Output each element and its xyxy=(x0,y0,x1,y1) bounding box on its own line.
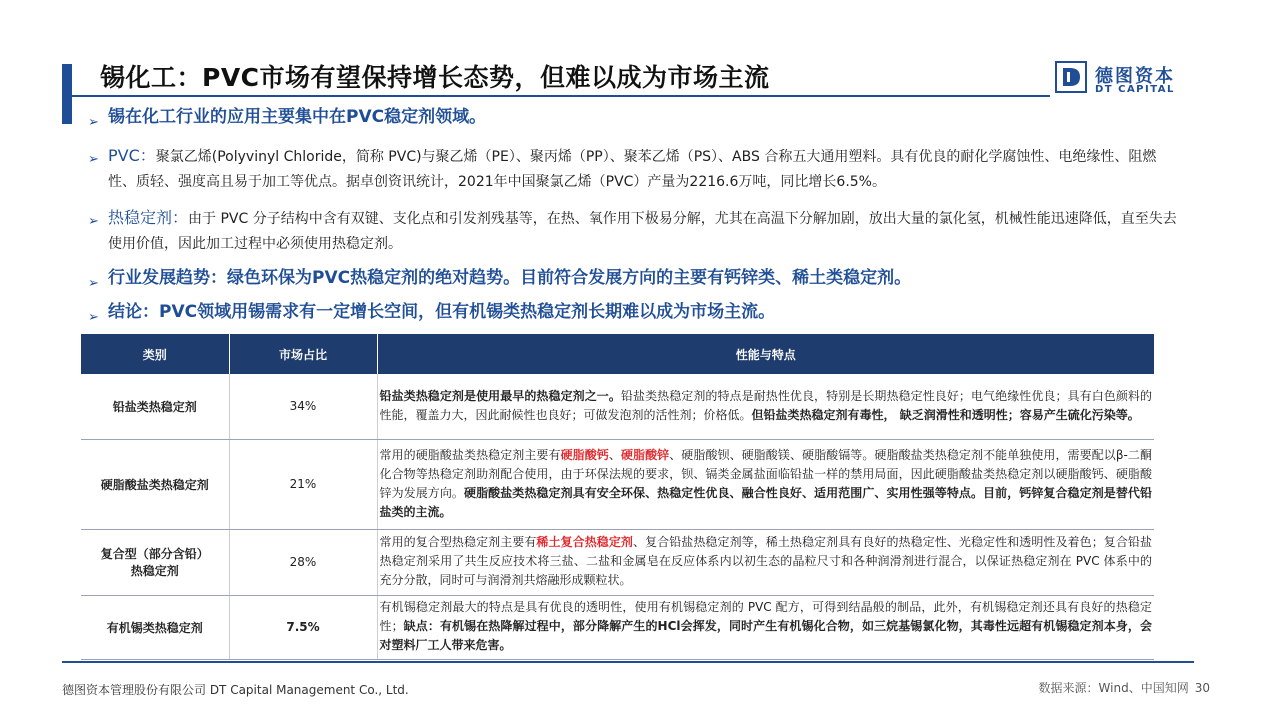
bullet-text: 由于 PVC 分子结构中含有双键、支化点和引发剂残基等，在热、氧作用下极易分解，尤其在高温下分解加剧，放出大量的氯化氢，机械性能迅速降低，直至失去使用价值，因此加工过程中必须使用热稳定剂。 xyxy=(108,211,1177,252)
arrow-bullet-icon: ➢ xyxy=(88,276,99,291)
row-share: 7.5% xyxy=(229,595,377,659)
data-source: 数据来源：Wind、中国知网 xyxy=(1038,681,1189,695)
header-features: 性能与特点 xyxy=(377,334,1154,374)
bullet-heat-stabilizer xyxy=(88,205,1178,257)
bullet-text: 结论：PVC领域用锡需求有一定增长空间，但有机锡类热稳定剂长期难以成为市场主流。 xyxy=(108,302,776,322)
highlight-text: 硬脂酸钙 xyxy=(560,447,609,462)
arrow-bullet-icon: ➢ xyxy=(88,115,99,130)
row-category: 有机锡类热稳定剂 xyxy=(81,595,229,659)
dt-logo-icon xyxy=(1055,61,1087,93)
row-share: 34% xyxy=(229,374,377,439)
title-accent-bar xyxy=(62,64,72,124)
header-category: 类别 xyxy=(81,334,229,374)
bullet-conclusion xyxy=(88,299,1178,325)
row-description: 常用的复合型热稳定剂主要有稀土复合热稳定剂、复合铅盐热稳定剂等，稀土热稳定剂具有良好的热稳定性、光稳定性和透明性及着色；复合铅盐热稳定剂采用了共生反应技术将三盐、二盐和金属皂在反应体系内以初生态的晶粒尺寸和各种润滑剂进行混合，以保证热稳定剂在 PVC 体系中的充分分散，同时可与润滑剂共熔融形成颗粒状。 xyxy=(377,529,1154,595)
logo-text-cn: 德图资本 xyxy=(1095,66,1175,87)
bullet-list xyxy=(88,100,1178,325)
bullet-tin-application xyxy=(88,104,1178,130)
page-title: 锡化工：PVC市场有望保持增长态势，但难以成为市场主流 xyxy=(100,63,770,92)
arrow-bullet-icon: ➢ xyxy=(88,310,99,325)
arrow-bullet-icon: ➢ xyxy=(88,152,99,167)
table-row xyxy=(81,439,1154,529)
row-share: 28% xyxy=(229,529,377,595)
bullet-text: 聚氯乙烯(Polyvinyl Chloride，简称 PVC)与聚乙烯（PE）、聚丙烯（PP）、聚苯乙烯（PS）、ABS 合称五大通用塑料。具有优良的耐化学腐蚀性、电绝缘性、阻燃性、质轻、强度高且易于加工等优点。据卓创资讯统计，2021年中国聚氯乙烯（PVC）产量为2216.6万吨，同比增长6.5%。 xyxy=(108,149,1157,190)
table-row xyxy=(81,374,1154,439)
row-description: 铅盐类热稳定剂是使用最早的热稳定剂之一。铅盐类热稳定剂的特点是耐热性优良，特别是长期热稳定性良好；电气绝缘性优良；具有白色颜料的性能，覆盖力大，因此耐候性也良好；可做发泡剂的活性剂；价格低。但铅盐类热稳定剂有毒性， 缺乏润滑性和透明性；容易产生硫化污染等。 xyxy=(377,374,1154,439)
page-number: 30 xyxy=(1194,681,1210,695)
bullet-text: 锡在化工行业的应用主要集中在PVC稳定剂领域。 xyxy=(108,107,487,127)
bullet-lead: 热稳定剂： xyxy=(108,208,189,227)
bullet-lead: PVC： xyxy=(108,146,156,165)
header-market-share: 市场占比 xyxy=(229,334,377,374)
row-description: 常用的硬脂酸盐类热稳定剂主要有硬脂酸钙、硬脂酸锌、硬脂酸钡、硬脂酸镁、硬脂酸镉等。硬脂酸盐类热稳定剂不能单独使用，需要配以β-二酮化合物等热稳定剂助剂配合使用，由于环保法规的要求，钡、镉类金属盐面临铅盐一样的禁用局面，因此硬脂酸盐类热稳定剂以硬脂酸钙、硬脂酸锌为发展方向。硬脂酸盐类热稳定剂具有安全环保、热稳定性优良、融合性良好、适用范围广、实用性强等特点。目前，钙锌复合稳定剂是替代铅盐类的主流。 xyxy=(377,439,1154,529)
table-header-row xyxy=(81,334,1154,374)
footer-source xyxy=(1039,679,1210,696)
row-category: 硬脂酸盐类热稳定剂 xyxy=(81,439,229,529)
table-row xyxy=(81,595,1154,659)
footer-divider xyxy=(62,661,1194,663)
table-row xyxy=(81,529,1154,595)
stabilizer-table xyxy=(81,334,1154,660)
company-logo xyxy=(1055,60,1185,100)
title-underline xyxy=(62,95,1050,97)
bullet-industry-trend xyxy=(88,265,1178,291)
highlight-text: 稀土复合热稳定剂 xyxy=(536,535,633,549)
logo-text-en: DT CAPITAL xyxy=(1095,84,1175,95)
bullet-text: 行业发展趋势：绿色环保为PVC热稳定剂的绝对趋势。目前符合发展方向的主要有钙锌类、稀土类稳定剂。 xyxy=(108,268,912,288)
row-description: 有机锡稳定剂最大的特点是具有优良的透明性，使用有机锡稳定剂的 PVC 配方，可得到结晶般的制品，此外，有机锡稳定剂还具有良好的热稳定性；缺点：有机锡在热降解过程中，部分降解产生的HCl会挥发，同时产生有机锡化合物，如三烷基锡氯化物，其毒性远超有机锡稳定剂本身，会对塑料厂工人带来危害。 xyxy=(377,595,1154,659)
row-category: 铅盐类热稳定剂 xyxy=(81,374,229,439)
arrow-bullet-icon: ➢ xyxy=(88,214,99,229)
row-share: 21% xyxy=(229,439,377,529)
bullet-pvc xyxy=(88,143,1178,195)
highlight-text: 硬脂酸锌 xyxy=(620,447,670,462)
row-category: 复合型（部分含铅） 热稳定剂 xyxy=(81,529,229,595)
footer-company: 德图资本管理股份有限公司 DT Capital Management Co., Ltd. xyxy=(62,683,409,697)
